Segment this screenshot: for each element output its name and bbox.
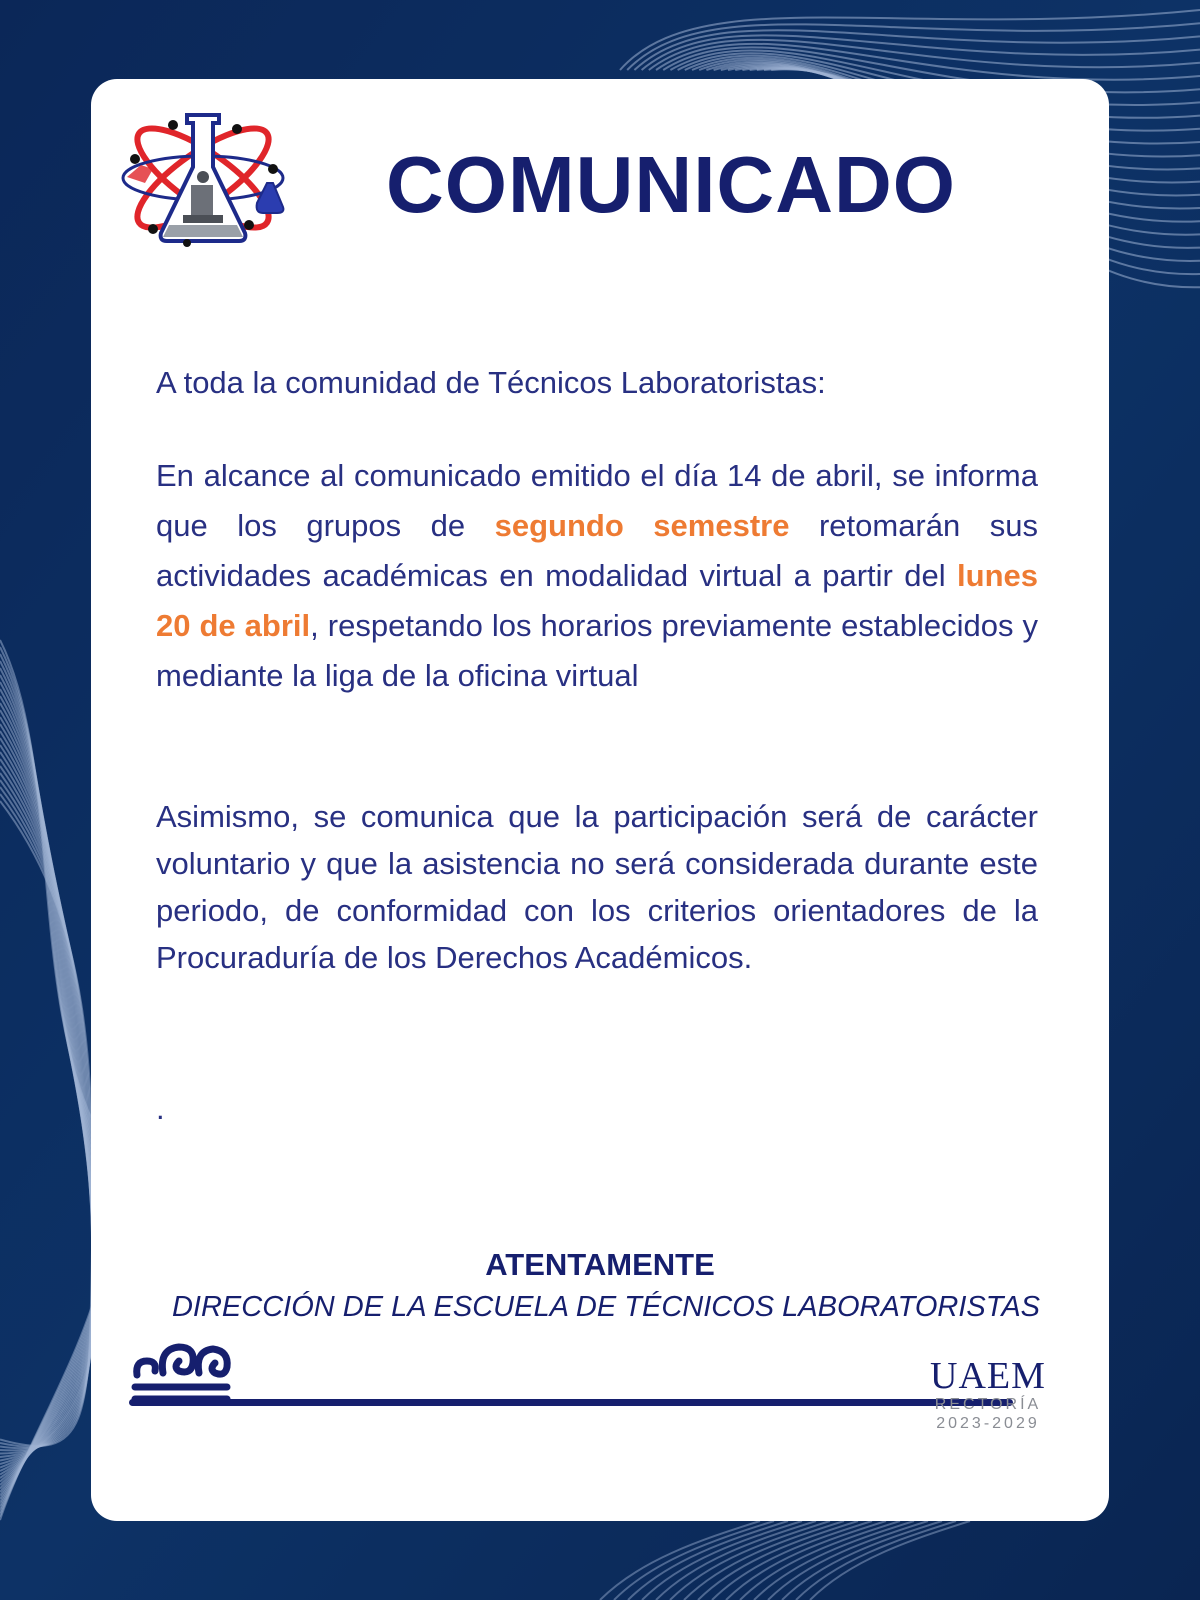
uaem-logo [927, 1357, 1049, 1433]
signature: DIRECCIÓN DE LA ESCUELA DE TÉCNICOS LABORATORISTAS [171, 1291, 1041, 1323]
paragraph-2: Asimismo, se comunica que la participación será de carácter voluntario y que la asistencia no será considerada durante este periodo, de conformidad con los criterios orientadores de la Procuraduría de los Derechos Académicos. [156, 799, 1038, 975]
greeting: A toda la comunidad de Técnicos Laboratoristas: [156, 365, 826, 400]
notice-card [91, 79, 1109, 1521]
closing: ATENTAMENTE [485, 1247, 715, 1282]
trailing-dot: . [156, 1091, 165, 1126]
uaem-period: 2023-2029 [936, 1415, 1040, 1432]
highlight-semester: segundo semestre [494, 508, 790, 543]
paragraph-1-text-c: , respetando los horarios previamente establecidos y mediante la liga de la oficina virtual [156, 608, 1038, 693]
uaem-rectoria: RECTORÍA [934, 1396, 1042, 1413]
uaem-name: UAEM [930, 1355, 1046, 1397]
paragraph-1-text-b: retomarán sus actividades académicas en modalidad virtual a partir del [156, 508, 1038, 593]
page-title: COMUNICADO [386, 140, 956, 229]
footer-rule [129, 1399, 1013, 1406]
highlight-date: lunes 20 de abril [156, 558, 1038, 643]
lab-flask-atom-icon [117, 107, 289, 249]
paragraph-1 [156, 451, 1038, 701]
paragraph-1-text-a: En alcance al comunicado emitido el día 14 de abril, se informa que los grupos de [156, 458, 1038, 543]
